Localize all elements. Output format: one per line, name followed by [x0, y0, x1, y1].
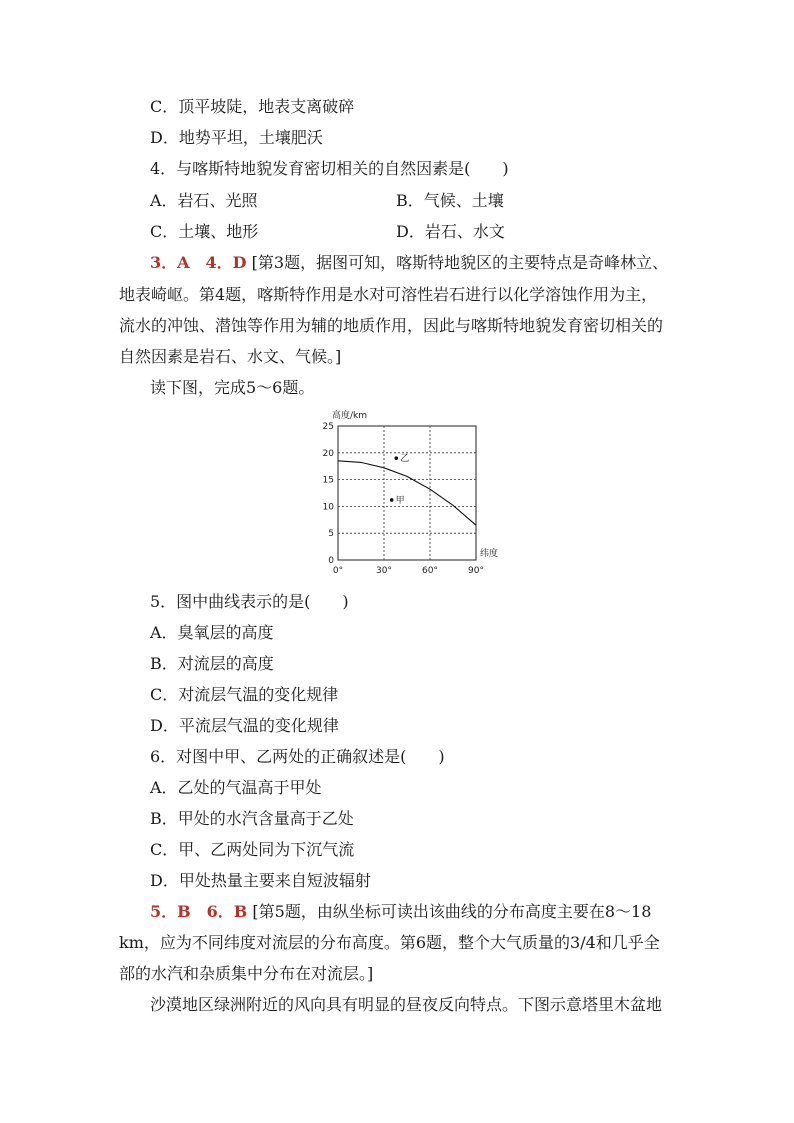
y-tick-label: 25 [322, 422, 334, 432]
answer-3-4-line2: 地表崎岖。第4题，喀斯特作用是水对可溶性岩石进行以化学溶蚀作用为主， [119, 285, 658, 304]
answer-3-4-line1 [150, 253, 674, 273]
point-marker [390, 498, 394, 502]
x-axis-label: 纬度 [480, 549, 499, 559]
answer-3-4-line4: 自然因素是岩石、水文、气候。] [119, 347, 342, 366]
answer-5-6-text1: [第5题，由纵坐标可读出该曲线的分布高度主要在8～18 [252, 902, 652, 921]
intro-5-6: 读下图，完成5～6题。 [150, 378, 315, 397]
next-intro: 沙漠地区绿洲附近的风向具有明显的昼夜反向特点。下图示意塔里木盆地 [150, 995, 663, 1014]
q4-option-c: C．土壤、地形 [150, 222, 259, 241]
q3-option-d: D．地势平坦，土壤肥沃 [150, 128, 323, 147]
q4-option-a: A．岩石、光照 [150, 191, 258, 210]
answer-3-4-line3: 流水的冲蚀、潜蚀等作用为辅的地质作用，因此与喀斯特地貌发育密切相关的 [119, 316, 664, 335]
point-marker [394, 456, 398, 460]
troposphere-height-chart [300, 400, 500, 580]
y-axis-label: 高度/km [332, 411, 368, 421]
q6-option-d: D．甲处热量主要来自短波辐射 [150, 871, 371, 890]
point-label: 甲 [395, 495, 405, 506]
point-label: 乙 [400, 454, 410, 465]
y-tick-label: 0 [328, 556, 334, 566]
q5-stem: 5．图中曲线表示的是( ) [150, 592, 349, 611]
y-tick-label: 10 [322, 502, 334, 513]
x-tick-label: 0° [332, 566, 344, 576]
q6-stem: 6．对图中甲、乙两处的正确叙述是( ) [150, 747, 445, 766]
q5-option-a: A．臭氧层的高度 [150, 623, 274, 642]
q5-option-b: B．对流层的高度 [150, 654, 274, 673]
q4-option-d: D．岩石、水文 [396, 222, 505, 241]
answer-5-6-line1 [150, 902, 651, 922]
y-tick-label: 5 [328, 529, 334, 540]
q6-option-a: A．乙处的气温高于甲处 [150, 778, 322, 797]
answer-5-6-label: 5．B 6．B [150, 902, 248, 921]
q6-option-c: C．甲、乙两处同为下沉气流 [150, 840, 355, 859]
x-tick-label: 90° [468, 566, 484, 576]
plot-frame [338, 426, 476, 560]
q5-option-c: C．对流层气温的变化规律 [150, 685, 339, 704]
q6-option-b: B．甲处的水汽含量高于乙处 [150, 809, 354, 828]
x-tick-label: 60° [422, 566, 438, 576]
answer-5-6-line2: km，应为不同纬度对流层的分布高度。第6题，整个大气质量的3/4和几乎全 [119, 933, 660, 952]
q4-stem: 4．与喀斯特地貌发育密切相关的自然因素是( ) [150, 159, 509, 178]
troposphere-curve [338, 461, 476, 525]
x-tick-label: 30° [376, 566, 392, 576]
q4-option-b: B．气候、土壤 [396, 191, 504, 210]
y-tick-label: 15 [322, 475, 334, 486]
answer-3-4-text1: [第3题，据图可知，喀斯特地貌区的主要特点是奇峰林立、 [251, 253, 669, 272]
q3-option-c: C．顶平坡陡，地表支离破碎 [150, 97, 355, 116]
q5-option-d: D．平流层气温的变化规律 [150, 716, 339, 735]
answer-5-6-line3: 部的水汽和杂质集中分布在对流层。] [119, 964, 374, 983]
y-tick-label: 20 [322, 448, 334, 459]
answer-3-4-label: 3．A 4．D [150, 253, 247, 272]
